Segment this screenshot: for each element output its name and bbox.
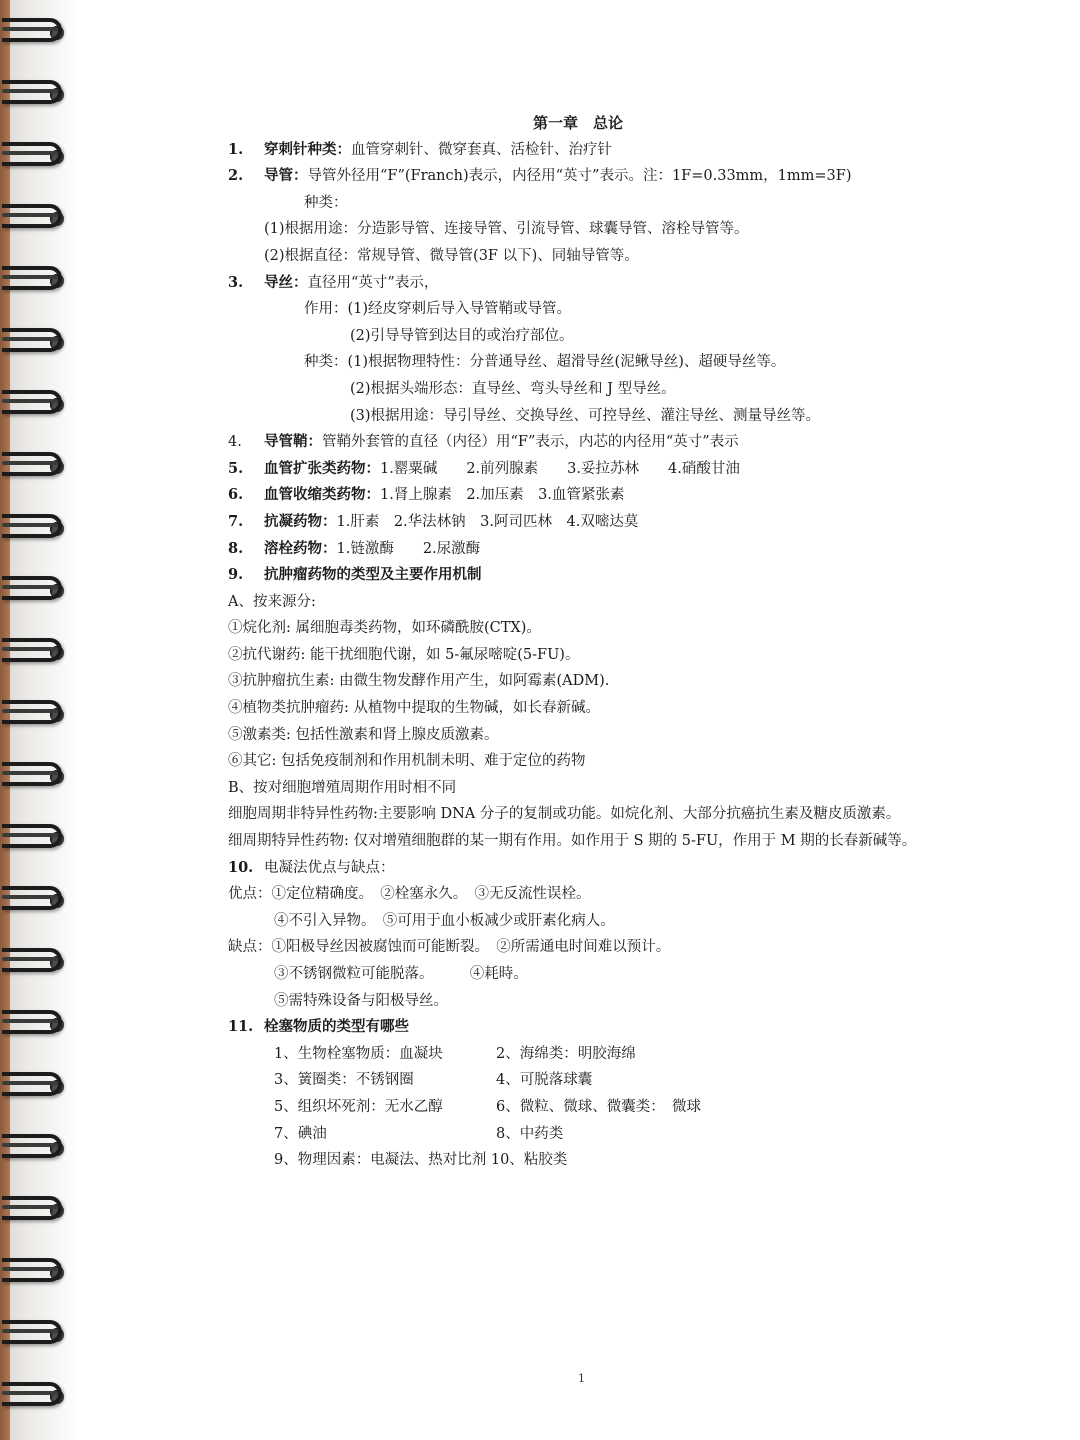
item-9-a: A、按来源分: [228,593,316,610]
embolic-cell: 6、微粒、微球、微囊类： 微球 [496,1098,701,1115]
spiral-ring [2,1010,70,1038]
item-7 [228,509,1048,536]
item-3-kind-3: (3)根据用途：导引导丝、交换导丝、可控导丝、灌注导丝、测量导丝等。 [350,407,821,424]
spiral-ring [2,390,70,418]
item-3 [228,270,1048,297]
item-text: 血管穿刺针、微穿套真、活检针、治疗针 [351,141,612,158]
item-9-a3: ③抗肿瘤抗生素: 由微生物发酵作用产生，如阿霉素(ADM). [228,673,610,690]
item-6 [228,482,1048,509]
item-2-kind-b: (2)根据直径：常规导管、微导管(3F 以下)、同轴导管等。 [264,247,639,264]
spiral-ring [2,948,70,976]
spiral-ring [2,1072,70,1100]
item-number: 6. [228,486,244,504]
item-label: 血管收缩类药物： [264,486,380,504]
spiral-ring [2,1134,70,1162]
item-label: 溶栓药物： [264,539,337,557]
spiral-ring [2,514,70,542]
item-9-b: B、按对细胞增殖周期作用时相不同 [228,779,457,796]
spiral-ring [2,18,70,46]
embolic-cell: 4、可脱落球囊 [496,1072,593,1089]
spiral-ring [2,142,70,170]
spiral-ring [2,328,70,356]
item-10-pros-1: 优点：①定位精确度。 ②栓塞永久。 ③无反流性误栓。 [228,886,591,903]
item-text: 1.罂粟碱 2.前列腺素 3.妥拉苏林 4.硝酸甘油 [380,460,740,477]
item-9-a1: ①烷化剂: 属细胞毒类药物，如环磷酰胺(CTX)。 [228,620,541,637]
embolic-row-4 [228,1121,1048,1148]
item-10 [228,855,1048,882]
embolic-cell: 3、簧圈类：不锈钢圈 [274,1072,414,1089]
spiral-ring [2,1258,70,1286]
item-number: 7. [228,512,244,530]
item-label: 穿刺针种类： [264,140,351,158]
item-number: 2. [228,167,244,185]
item-4 [228,429,1048,456]
embolic-row-2 [228,1067,1048,1094]
item-2-kind-a: (1)根据用途：分造影导管、连接导管、引流导管、球囊导管、溶栓导管等。 [264,221,749,238]
item-2 [228,163,1048,190]
embolic-row-3 [228,1094,1048,1121]
spiral-ring [2,762,70,790]
item-number: 11. [228,1018,254,1036]
spiral-ring [2,1320,70,1348]
spiral-ring [2,266,70,294]
item-10-cons-3: ⑤需特殊设备与阳极导丝。 [274,992,448,1009]
item-10-cons-1: 缺点：①阳极导丝因被腐蚀而可能断裂。 ②所需通电时间难以预计。 [228,939,671,956]
item-label: 血管扩张类药物： [264,459,380,477]
page-number: 1 [578,1372,585,1385]
item-label: 导管鞘： [264,433,322,451]
item-number: 3. [228,273,244,291]
item-number: 1. [228,140,244,158]
spiral-ring [2,204,70,232]
spiral-ring [2,700,70,728]
embolic-row-5 [228,1147,1048,1174]
item-3-kind-1: 种类：(1)根据物理特性：分普通导丝、超滑导丝(泥鳅导丝)、超硬导丝等。 [304,354,786,371]
item-number: 4. [228,434,242,451]
item-text: 1.链激酶 2.尿激酶 [336,540,481,557]
item-2-kinds: 种类： [304,194,348,211]
chapter-title: 第一章 总论 [532,114,623,132]
item-9-a4: ④植物类抗肿瘤药: 从植物中提取的生物碱，如长春新碱。 [228,700,600,717]
item-11 [228,1014,1048,1041]
item-text: 1.肝素 2.华法林钠 3.阿司匹林 4.双嘧达莫 [336,513,639,530]
embolic-cell: 7、碘油 [274,1125,327,1142]
item-label: 抗肿瘤药物的类型及主要作用机制 [264,566,482,584]
item-9 [228,562,1048,589]
item-text: 导管外径用“F”(Franch)表示，内径用“英寸”表示。注：1F=0.33mm，1mm=3F) [307,168,852,185]
spiral-ring [2,824,70,852]
item-9-b2: 细周期特异性药物: 仅对增殖细胞群的某一期有作用。如作用于 S 期的 5-FU，作用于 M 期的长春新碱等。 [228,833,917,850]
item-label: 栓塞物质的类型有哪些 [264,1018,409,1036]
page-content [228,110,1048,1174]
item-10-pros-2: ④不引入异物。 ⑤可用于血小板减少或肝素化病人。 [274,912,615,929]
spiral-ring [2,80,70,108]
item-label: 抗凝药物： [264,512,337,530]
item-label: 导丝： [264,273,308,291]
item-text: 管鞘外套管的直径（内径）用“F”表示，内芯的内径用“英寸”表示 [322,434,739,451]
item-8 [228,536,1048,563]
embolic-cell: 5、组织坏死剂：无水乙醇 [274,1098,443,1115]
item-number: 9. [228,566,244,584]
embolic-cell: 8、中药类 [496,1125,564,1142]
spiral-ring [2,452,70,480]
item-9-a6: ⑥其它: 包括免疫制剂和作用机制未明、难于定位的药物 [228,753,586,770]
item-number: 5. [228,459,244,477]
item-number: 10. [228,858,254,876]
item-9-a5: ⑤激素类: 包括性激素和肾上腺皮质激素。 [228,726,499,743]
spiral-ring [2,1196,70,1224]
item-text: 电凝法优点与缺点： [264,859,395,876]
item-label: 导管： [264,167,308,185]
item-number: 8. [228,539,244,557]
embolic-row-1 [228,1041,1048,1068]
item-text: 1.肾上腺素 2.加压素 3.血管紧张素 [380,487,625,504]
item-5 [228,456,1048,483]
spiral-ring [2,886,70,914]
embolic-cell: 9、物理因素：电凝法、热对比剂 [274,1152,487,1169]
item-3-kind-2: (2)根据头端形态：直导丝、弯头导丝和 J 型导丝。 [350,380,676,397]
item-text: 直径用“英寸”表示， [307,274,439,291]
item-9-b1: 细胞周期非特异性药物:主要影响 DNA 分子的复制或功能。如烷化剂、大部分抗癌抗生素及糖皮质激素。 [228,806,901,823]
spiral-ring [2,1382,70,1410]
item-9-a2: ②抗代谢药: 能干扰细胞代谢，如 5-氟尿嘧啶(5-FU)。 [228,646,580,663]
embolic-cell: 2、海绵类：明胶海绵 [496,1045,636,1062]
spiral-binding [0,0,80,1440]
spiral-ring [2,638,70,666]
item-1 [228,137,1048,164]
item-3-use-2: (2)引导导管到达目的或治疗部位。 [350,327,574,344]
spiral-ring [2,576,70,604]
item-3-use-1: 作用：(1)经皮穿刺后导入导管鞘或导管。 [304,301,572,318]
embolic-cell: 1、生物栓塞物质：血凝块 [274,1045,443,1062]
embolic-cell: 10、粘胶类 [490,1152,568,1169]
item-10-cons-2: ③不锈钢微粒可能脱落。 ④耗時。 [274,966,528,982]
